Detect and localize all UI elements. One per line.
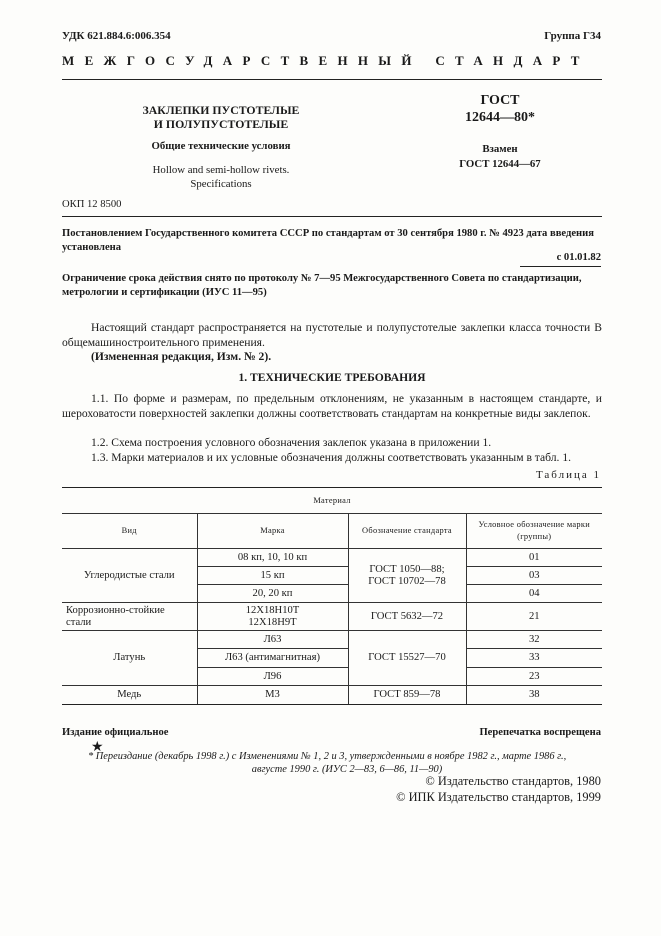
table-group-header: Материал bbox=[62, 488, 602, 514]
reprint-notice: Перепечатка воспрещена bbox=[479, 727, 601, 738]
grade-cell: 20, 20 кп bbox=[197, 585, 348, 603]
okp-code: ОКП 12 8500 bbox=[62, 199, 122, 210]
kind-line: Коррозионно-стойкие bbox=[66, 604, 165, 616]
table-row bbox=[62, 686, 602, 705]
reissue-note-line2: августе 1990 г. (ИУС 2—83, 6—86, 11—90) bbox=[251, 764, 443, 775]
col-header-kind: Вид bbox=[62, 514, 197, 549]
header-rule bbox=[62, 79, 602, 80]
standard-carbon bbox=[348, 549, 466, 603]
grade-cell bbox=[197, 603, 348, 631]
black-star-icon: ★ bbox=[91, 740, 104, 755]
effective-date-rule bbox=[520, 266, 601, 267]
standard-copper: ГОСТ 859—78 bbox=[348, 686, 466, 705]
standard-brass: ГОСТ 15527—70 bbox=[348, 631, 466, 686]
table-row bbox=[62, 631, 602, 649]
kind-carbon: Углеродистые стали bbox=[62, 549, 197, 603]
code-cell: 03 bbox=[466, 567, 602, 585]
kind-brass: Латунь bbox=[62, 631, 197, 686]
kind-stainless bbox=[62, 603, 197, 631]
grade-cell: Л63 bbox=[197, 631, 348, 649]
standard-stainless: ГОСТ 5632—72 bbox=[348, 603, 466, 631]
code-cell: 21 bbox=[466, 603, 602, 631]
copyright-1980: © Издательство стандартов, 1980 bbox=[425, 774, 601, 788]
decree-text: Постановлением Государственного комитета СССР по стандартам от 30 сентября 1980 г. № 4923 дата введения установлена bbox=[62, 228, 594, 253]
grade-cell: М3 bbox=[197, 686, 348, 705]
title-en-line2: Specifications bbox=[190, 178, 252, 190]
table-group-header-row bbox=[62, 488, 602, 514]
intro-paragraph: Настоящий стандарт распространяется на пустотелые и полупустотелые заклепки класса точности В общемашиностроительного применения. bbox=[62, 321, 602, 349]
grade-cell: Л96 bbox=[197, 668, 348, 686]
replaces-gost: ГОСТ 12644—67 bbox=[459, 158, 541, 170]
grade-cell: 08 кп, 10, 10 кп bbox=[197, 549, 348, 567]
grade-line: 12Х18Н9Т bbox=[248, 616, 297, 628]
table-row bbox=[62, 549, 602, 567]
group-code: Группа Г34 bbox=[544, 30, 601, 42]
table-caption: Таблица 1 bbox=[535, 469, 601, 481]
clause-1-3: 1.3. Марки материалов и их условные обозначения должны соответствовать указанным в табл. 1. bbox=[91, 451, 572, 464]
gost-label: ГОСТ bbox=[480, 93, 520, 108]
kind-copper: Медь bbox=[62, 686, 197, 705]
grade-line: 12Х18Н10Т bbox=[245, 604, 300, 616]
standard-line: ГОСТ 1050—88; bbox=[369, 563, 445, 575]
title-ru-line2: И ПОЛУПУСТОТЕЛЫЕ bbox=[153, 117, 289, 131]
code-cell: 33 bbox=[466, 649, 602, 668]
udk-code: УДК 621.884.6:006.354 bbox=[62, 30, 171, 42]
subtitle: Общие технические условия bbox=[151, 140, 291, 152]
copyright-1999: © ИПК Издательство стандартов, 1999 bbox=[396, 790, 601, 804]
standard-line: ГОСТ 10702—78 bbox=[368, 575, 446, 587]
copyright-block bbox=[396, 773, 601, 805]
table-header-row bbox=[62, 514, 602, 549]
title-ru bbox=[110, 103, 332, 131]
standard-banner: МЕЖГОСУДАРСТВЕННЫЙ СТАНДАРТ bbox=[62, 53, 590, 68]
materials-table bbox=[62, 487, 602, 705]
code-cell: 38 bbox=[466, 686, 602, 705]
intro-amendment: (Измененная редакция, Изм. № 2). bbox=[91, 350, 272, 363]
reissue-note-line1: * Переиздание (декабрь 1998 г.) с Изменениями № 1, 2 и 3, утвержденными в ноябре 1982 г., марте 1986 г., bbox=[88, 751, 567, 762]
replaces-block bbox=[430, 142, 570, 172]
title-en bbox=[110, 163, 332, 191]
gost-code: 12644—80* bbox=[465, 110, 535, 125]
gost-number bbox=[430, 92, 570, 126]
title-ru-line1: ЗАКЛЕПКИ ПУСТОТЕЛЫЕ bbox=[142, 103, 300, 117]
code-cell: 23 bbox=[466, 668, 602, 686]
replaces-label: Взамен bbox=[482, 143, 518, 155]
grade-cell: Л63 (антимагнитная) bbox=[197, 649, 348, 668]
kind-line: стали bbox=[66, 616, 92, 628]
code-cell: 32 bbox=[466, 631, 602, 649]
col-header-standard: Обозначение стандарта bbox=[348, 514, 466, 549]
official-edition: Издание официальное bbox=[62, 727, 169, 738]
col-header-grade: Марка bbox=[197, 514, 348, 549]
col-header-code: Условное обозначение марки (группы) bbox=[466, 514, 602, 549]
title-en-line1: Hollow and semi-hollow rivets. bbox=[152, 164, 290, 176]
code-cell: 04 bbox=[466, 585, 602, 603]
grade-cell: 15 кп bbox=[197, 567, 348, 585]
clause-1-2: 1.2. Схема построения условного обозначения заклепок указана в приложении 1. bbox=[91, 436, 492, 449]
limitation-text: Ограничение срока действия снято по протоколу № 7—95 Межгосударственного Совета по стандартизации, метрологии и сертификации (ИУС 11—95) bbox=[62, 273, 582, 298]
section-title: 1. ТЕХНИЧЕСКИЕ ТРЕБОВАНИЯ bbox=[238, 371, 426, 384]
effective-date: с 01.01.82 bbox=[556, 252, 601, 263]
clause-1-1: 1.1. По форме и размерам, по предельным отклонениям, не указанным в настоящем стандарте, и шероховатости поверхностей заклепки должны соответствовать стандартам на конкретные виды заклепок. bbox=[62, 392, 602, 420]
code-cell: 01 bbox=[466, 549, 602, 567]
okp-rule bbox=[62, 216, 602, 217]
table-row bbox=[62, 603, 602, 631]
